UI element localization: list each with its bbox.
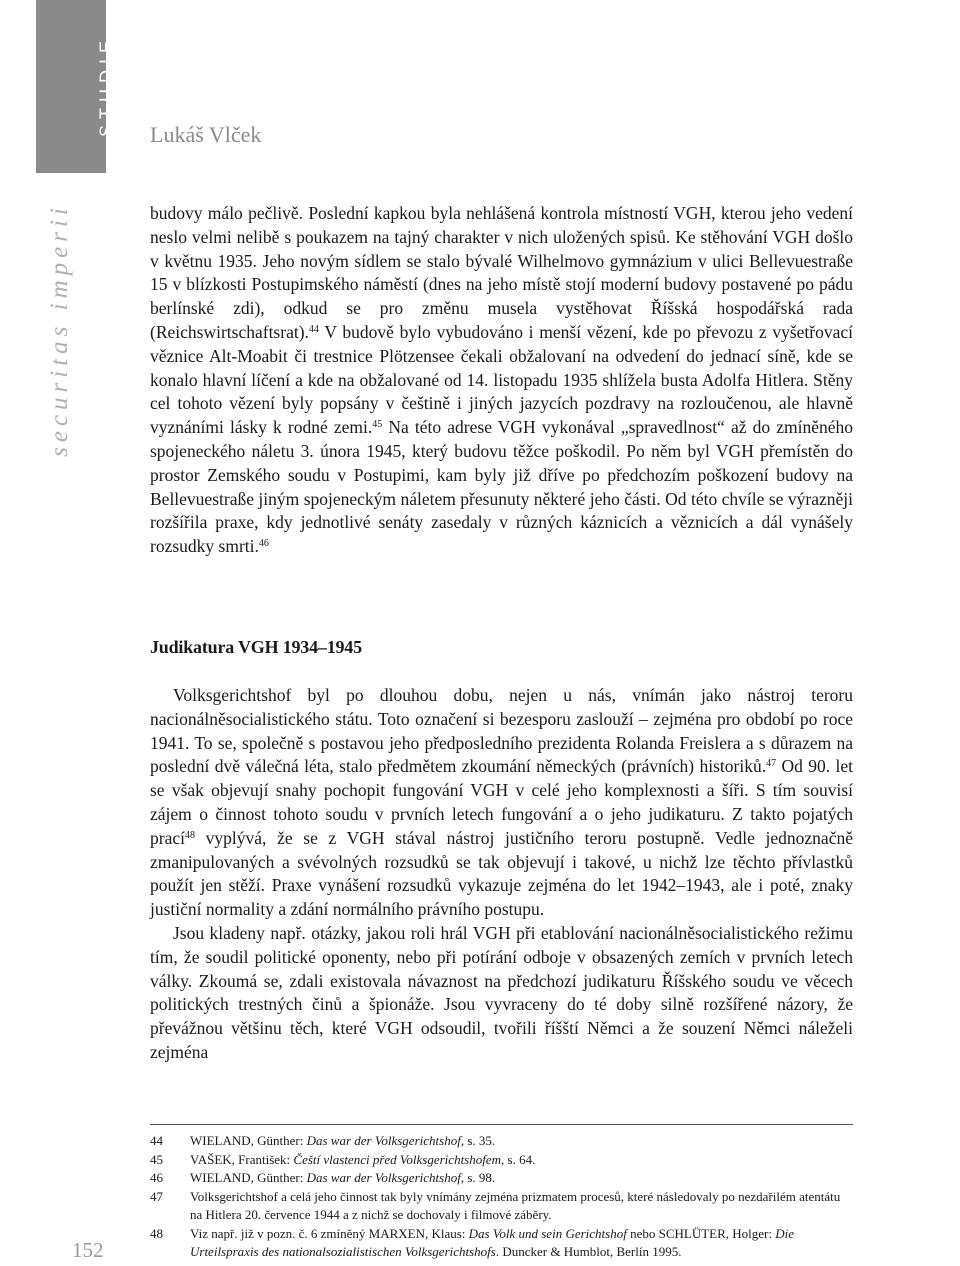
footnote-text: WIELAND, Günther:: [190, 1133, 307, 1148]
footnote-text: VAŠEK, František:: [190, 1151, 294, 1167]
footnote-number: 46: [150, 1170, 163, 1185]
intro-paragraph: [150, 202, 853, 559]
footnote-ref-46[interactable]: 46: [258, 538, 269, 550]
journal-name: securitas imperii: [46, 203, 73, 457]
section-tab: [36, 0, 117, 173]
footnote-item: [150, 1132, 853, 1151]
footnote-title: Das war der Volksgerichtshof: [306, 1170, 461, 1185]
footnote-item: [150, 1225, 853, 1262]
footnote-number: 48: [150, 1225, 163, 1241]
author-name: Lukáš Vlček: [150, 122, 262, 147]
intro-text-part-3: Na této adrese VGH vykonával „spravedlnost“ až do zmíněného spojeneckého náletu 3. února 1945, který budovu těžce poškodil. Po něm byl VGH přemístěn do prostor Zemského soudu v Postupimi, kam byly již dříve po předchozím poškození budovy na Bellevuestraße jiným spojeneckým náletem přesunuty některé jeho části. Od této chvíle se výrazněji rozšířila praxe, kdy jednotlivé senáty zasedaly v různých káznicích a věznicích a dál vynášely rozsudky smrti.: [150, 417, 853, 557]
footnotes: [150, 1132, 853, 1262]
footnote-text: . Duncker & Humblot, Berlín 1995.: [495, 1244, 682, 1259]
intro-text-part-1: budovy málo pečlivě. Poslední kapkou byla nehlášená kontrola místností VGH, kterou jeho vedení neslo velmi nelibě s poukazem na tajný charakter v nich uložených spisů. Ke stěhování VGH došlo v květnu 1935. Jeho novým sídlem se stalo bývalé Wilhelmovo gymnázium v ulici Bellevuestraße 15 v blízkosti Postupimského náměstí (dnes na jeho místě stojí moderní budovy postavené po pádu berlínské zdi), odkud se pro změnu musela vystěhovat Říšská hospodářská rada (Reichswirtschaftsrat).: [150, 203, 853, 342]
section-p1-part-2: Od 90. let se však objevují snahy pochopit fungování VGH v celé jeho komplexnosti a šíři. S tím souvisí zájem o činnost tohoto soudu v prvních letech fungování a o jeho judikaturu. Z takto pojatých prací: [150, 756, 853, 848]
footnote-text: nebo SCHLÜTER, Holger:: [626, 1225, 776, 1241]
footnote-text: WIELAND, Günther:: [190, 1170, 307, 1185]
section-label: STUDIE: [96, 34, 117, 138]
section-body: [150, 684, 853, 1065]
footnote-ref-45[interactable]: 45: [372, 419, 383, 431]
section-paragraph-2: Jsou kladeny např. otázky, jakou roli hrál VGH při etablování nacionálněsocialistického režimu tím, že soudil politické oponenty, nebo při potírání odboje v obsazených zemích v prvních letech války. Zkoumá se, zdali existovala návaznost na předchozí judikaturu Říšského soudu ve věcech politických trestných činů a špionáže. Jsou vyvraceny do té doby silně rozšířené názory, že převážnou většinu těch, které VGH odsoudil, tvořili říšští Němci a že souzení Němci náleželi zejména: [150, 922, 853, 1062]
footnote-item: [150, 1151, 853, 1170]
section-p1-part-1: Volksgerichtshof byl po dlouhou dobu, nejen u nás, vnímán jako nástroj teroru nacionálněsocialistického státu. Toto označení si bezesporu zaslouží – zejména pro období po roce 1941. To se, společně s postavou jeho předposledního prezidenta Rolanda Freislera a s důrazem na poslední dvě válečná léta, stalo předmětem zkoumání německých (právních) historiků.: [150, 685, 853, 777]
intro-text-part-2: V budově bylo vybudováno i menší vězení, kde po převozu z vyšetřovací věznice Alt-Moabit či trestnice Plötzensee čekali obžalovaní na odvedení do jednací síně, kde se konalo hlavní líčení a kde na obžalované od 14. listopadu 1935 shlížela busta Adolfa Hitlera. Stěny cel tohoto vězení byly popsány v češtině i jiných jazycích pozdravy na rozloučenou, ale hlavně vyznáními lásky k rodné zemi.: [150, 321, 854, 438]
page-number: 152: [72, 1238, 104, 1262]
footnote-title: Das Volk und sein Gerichtshof: [468, 1225, 627, 1241]
footnote-ref-44[interactable]: 44: [308, 323, 319, 335]
section-paragraph-1: [150, 684, 853, 922]
footnote-text: , s. 64.: [501, 1151, 536, 1167]
footnote-text: Volksgerichtshof a celá jeho činnost tak byly vnímány zejména prizmatem procesů, které následovaly po nezdařilém atentátu na Hitlera 20. července 1944 a z nichž se dochovaly i filmové záběry.: [190, 1188, 841, 1222]
section-heading: Judikatura VGH 1934–1945: [150, 637, 362, 657]
footnote-ref-47[interactable]: 47: [766, 758, 777, 770]
footnote-title: Die Urteilspraxis des nationalsozialistischen Volksgerichtshofs: [190, 1225, 795, 1259]
section-p1-part-3: vyplývá, že se z VGH stával nástroj justičního teroru postupně. Vedle jednoznačně zmanipulovaných a svévolných rozsudků se tak objevují i takové, u nichž lze těchto přívlastků použít jen stěží. Praxe vynášení rozsudků vykazuje zejména do let 1942–1943, ale i poté, znaky justiční normality a zdání normálního právního postupu.: [150, 827, 853, 920]
footnote-item: [150, 1188, 853, 1225]
footnote-divider: [150, 1124, 853, 1125]
footnote-ref-48[interactable]: 48: [184, 829, 195, 841]
footnote-number: 47: [150, 1188, 163, 1204]
footnote-title: Das war der Volksgerichtshof: [306, 1133, 461, 1148]
footnote-text: Viz např. již v pozn. č. 6 zmíněný MARXEN, Klaus:: [190, 1225, 469, 1241]
footnote-number: 44: [150, 1133, 163, 1148]
footnote-item: [150, 1169, 853, 1188]
footnote-title: Čeští vlastenci před Volksgerichtshofem: [293, 1151, 502, 1167]
footnote-text: , s. 98.: [460, 1170, 496, 1185]
footnote-number: 45: [150, 1151, 163, 1167]
footnote-text: , s. 35.: [460, 1133, 496, 1148]
